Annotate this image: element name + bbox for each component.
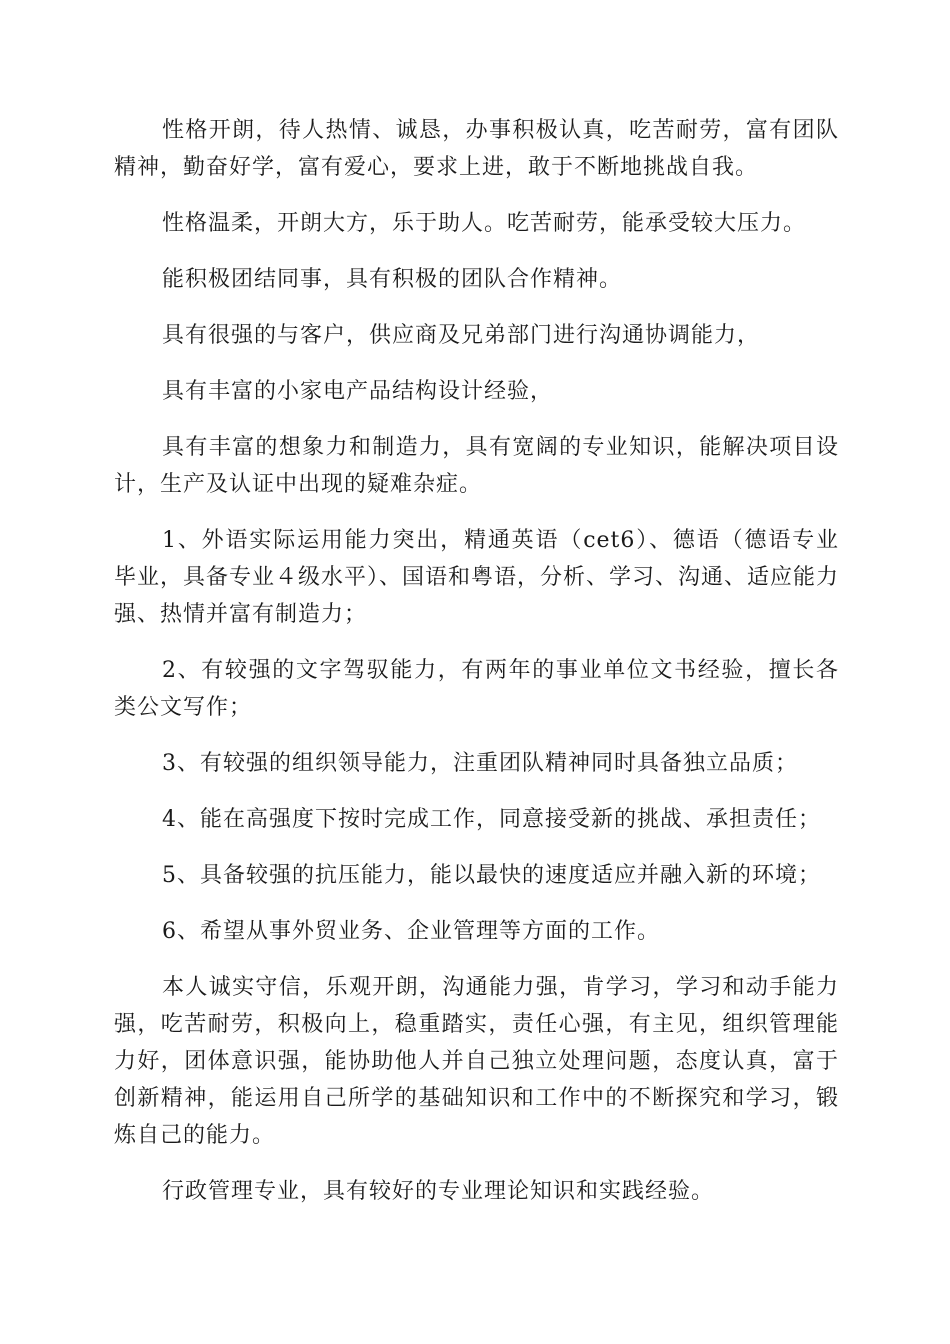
list-item-2: 2、有较强的文字驾驭能力，有两年的事业单位文书经验，擅长各类公文写作； — [114, 658, 839, 720]
paragraph-temperament: 性格温柔，开朗大方，乐于助人。吃苦耐劳，能承受较大压力。 — [162, 211, 807, 236]
list-item-1: 1、外语实际运用能力突出，精通英语（cet6）、德语（德语专业毕业，具备专业４级水平）、国语和粤语，分析、学习、沟通、适应能力强、热情并富有制造力； — [114, 528, 840, 627]
list-item-6: 6、希望从事外贸业务、企业管理等方面的工作。 — [162, 919, 660, 944]
paragraph-self-assessment: 本人诚实守信，乐观开朗，沟通能力强，肯学习，学习和动手能力强，吃苦耐劳，积极向上，稳重踏实，责任心强，有主见，组织管理能力好，团体意识强，能协助他人并自己独立处理问题，态度认真，富于创新精神，能运用自己所学的基础知识和工作中的不断探究和学习，锻炼自己的能力。 — [114, 975, 839, 1148]
paragraph-design-experience: 具有丰富的小家电产品结构设计经验， — [162, 379, 554, 404]
paragraph-communication: 具有很强的与客户，供应商及兄弟部门进行沟通协调能力， — [162, 323, 761, 348]
list-item-5: 5、具备较强的抗压能力，能以最快的速度适应并融入新的环境； — [162, 863, 821, 888]
paragraph-teamwork: 能积极团结同事，具有积极的团队合作精神。 — [162, 267, 623, 292]
list-item-3: 3、有较强的组织领导能力，注重团队精神同时具备独立品质； — [162, 751, 798, 776]
paragraph-major: 行政管理专业，具有较好的专业理论知识和实践经验。 — [162, 1179, 715, 1204]
paragraph-imagination: 具有丰富的想象力和制造力，具有宽阔的专业知识，能解决项目设计，生产及认证中出现的疑难杂症。 — [114, 435, 839, 497]
document-body — [114, 112, 839, 1229]
paragraph-personality: 性格开朗，待人热情、诚恳，办事积极认真，吃苦耐劳，富有团队精神，勤奋好学，富有爱心，要求上进，敢于不断地挑战自我。 — [114, 118, 839, 180]
list-item-4: 4、能在高强度下按时完成工作，同意接受新的挑战、承担责任； — [162, 807, 821, 832]
